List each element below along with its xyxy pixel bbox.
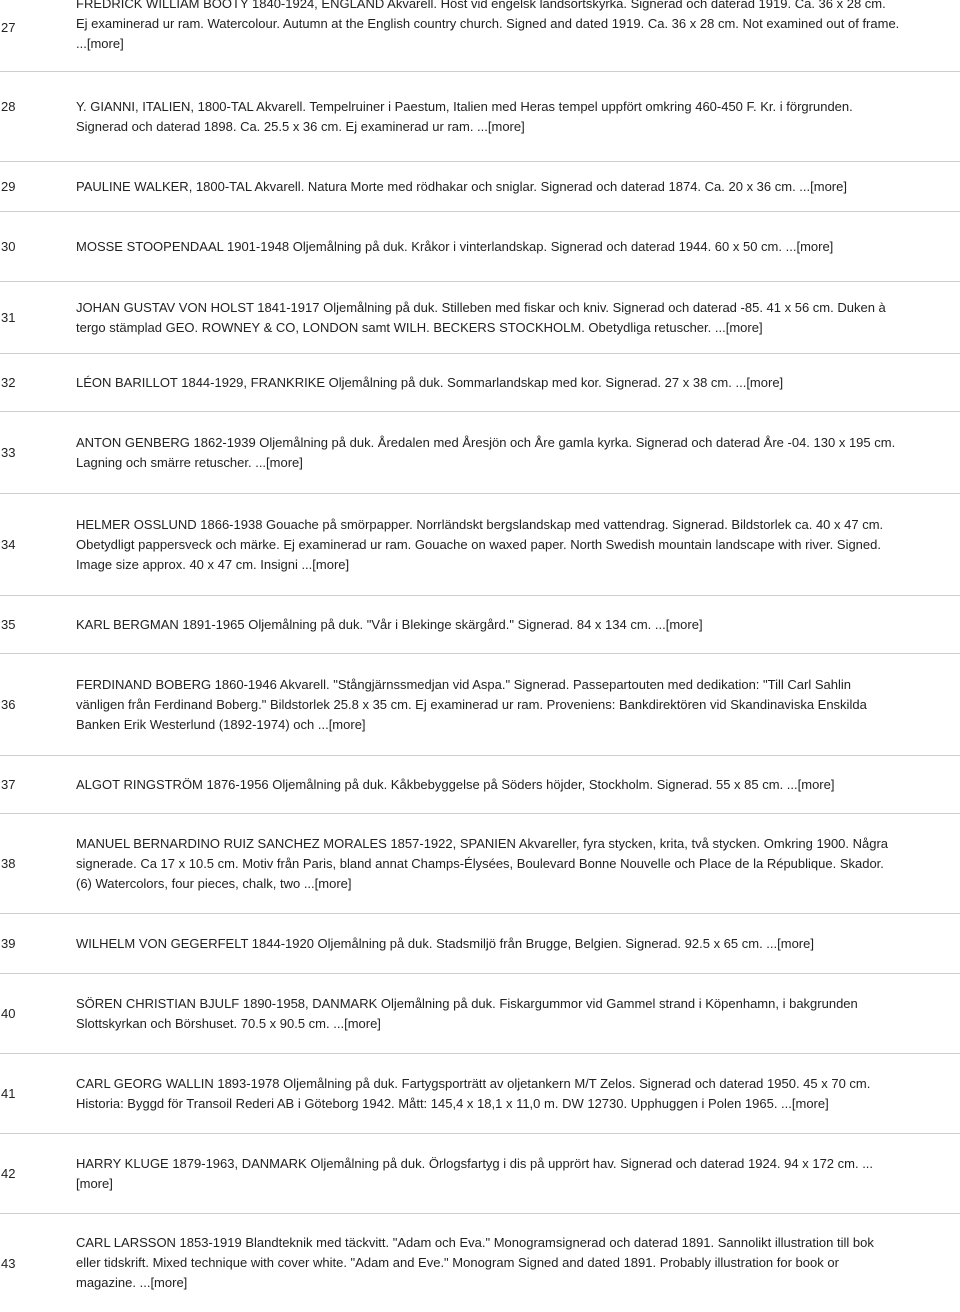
lot-description — [76, 1074, 960, 1114]
lot-description — [76, 1154, 960, 1194]
lot-number: 29 — [1, 179, 16, 194]
lot-description-text: HELMER OSSLUND 1866-1938 Gouache på smörpapper. Norrländskt bergslandskap med vattendrag. Signerad. Bildstorlek ca. 40 x 47 cm. Obetydligt pappersveck och märke. Ej examinerad ur ram. Gouache on waxed paper. North Swedish mountain landscape with river. Signed. Image size approx. 40 x 47 cm. Insigni ... — [76, 516, 884, 572]
lot-description-text: Y. GIANNI, ITALIEN, 1800-TAL Akvarell. Tempelruiner i Paestum, Italien med Heras tempel uppfört omkring 460-450 F. Kr. i förgrunden. Signerad och daterad 1898. Ca. 25.5 x 36 cm. Ej examinerad ur ram. ... — [76, 98, 853, 134]
lot-row — [0, 412, 960, 494]
more-link[interactable]: [more] — [777, 935, 814, 951]
lot-row — [0, 162, 960, 212]
lot-description-text: SÖREN CHRISTIAN BJULF 1890-1958, DANMARK Oljemålning på duk. Fiskargummor vid Gammel strand i Köpenhamn, i bakgrunden Slottskyrkan och Börshuset. 70.5 x 90.5 cm. ... — [76, 995, 858, 1031]
lot-description-text: FREDRICK WILLIAM BOOTY 1840-1924, ENGLAND Akvarell. Höst vid engelsk landsortskyrka. Signerad och daterad 1919. Ca. 36 x 28 cm. Ej examinerad ur ram. Watercolour. Autumn at the English country church. Signed and dated 1919. Ca. 36 x 28 cm. Not examined out of frame. ... — [76, 0, 900, 51]
lot-number: 27 — [1, 20, 16, 35]
lot-description — [76, 0, 960, 54]
more-link[interactable]: [more] — [314, 875, 352, 891]
lot-description-text: ALGOT RINGSTRÖM 1876-1956 Oljemålning på duk. Kåkbebyggelse på Söders höjder, Stockholm. Signerad. 55 x 85 cm. ... — [76, 776, 798, 792]
lot-number: 42 — [1, 1166, 16, 1181]
more-link[interactable]: [more] — [665, 616, 703, 632]
more-link[interactable]: [more] — [266, 454, 303, 470]
lot-number: 32 — [1, 375, 16, 390]
lot-row — [0, 596, 960, 654]
lot-description-text: PAULINE WALKER, 1800-TAL Akvarell. Natura Morte med rödhakar och sniglar. Signerad och daterad 1874. Ca. 20 x 36 cm. ... — [76, 178, 811, 194]
lot-description — [76, 994, 960, 1034]
more-link[interactable]: [more] — [791, 1095, 829, 1111]
lot-description-text: MANUEL BERNARDINO RUIZ SANCHEZ MORALES 1857-1922, SPANIEN Akvareller, fyra stycken, krita, två stycken. Omkring 1900. Några signerade. Ca 17 x 10.5 cm. Motiv från Paris, bland annat Champs-Élysées, Boulevard Bonne Nouvelle och Place de la République. Skador. (6) Watercolors, four pieces, chalk, two ... — [76, 835, 889, 891]
lot-number: 39 — [1, 936, 16, 951]
lot-description-text: ANTON GENBERG 1862-1939 Oljemålning på duk. Åredalen med Åresjön och Åre gamla kyrka. Signerad och daterad Åre -04. 130 x 195 cm. Lagning och smärre retuscher. ... — [76, 434, 896, 470]
lot-description-text: KARL BERGMAN 1891-1965 Oljemålning på duk. "Vår i Blekinge skärgård." Signerad. 84 x 134 cm. ... — [76, 616, 666, 632]
more-link[interactable]: [more] — [344, 1015, 381, 1031]
lot-description — [76, 515, 960, 575]
lot-description — [76, 775, 960, 795]
lot-description — [76, 433, 960, 473]
lot-row — [0, 1134, 960, 1214]
lot-description-text: JOHAN GUSTAV VON HOLST 1841-1917 Oljemålning på duk. Stilleben med fiskar och kniv. Signerad och daterad -85. 41 x 56 cm. Duken à tergo stämplad GEO. ROWNEY & CO, LONDON samt WILH. BECKERS STOCKHOLM. Obetydliga retuscher. ... — [76, 299, 886, 335]
lot-row — [0, 0, 960, 72]
lot-number: 43 — [1, 1255, 16, 1271]
more-link[interactable]: [more] — [810, 178, 847, 194]
lot-row — [0, 1214, 960, 1312]
lot-number: 34 — [1, 537, 16, 552]
lot-description-text: MOSSE STOOPENDAAL 1901-1948 Oljemålning på duk. Kråkor i vinterlandskap. Signerad och daterad 1944. 60 x 50 cm. ... — [76, 238, 797, 254]
lot-row — [0, 756, 960, 814]
more-link[interactable]: [more] — [725, 319, 763, 335]
lot-description-text: WILHELM VON GEGERFELT 1844-1920 Oljemålning på duk. Stadsmiljö från Brugge, Belgien. Signerad. 92.5 x 65 cm. ... — [76, 935, 778, 951]
lot-row — [0, 494, 960, 596]
more-link[interactable]: [more] — [76, 1175, 113, 1191]
lot-description — [76, 934, 960, 954]
lot-description-text: FERDINAND BOBERG 1860-1946 Akvarell. "Stångjärnssmedjan vid Aspa." Signerad. Passepartouten med dedikation: "Till Carl Sahlin vänligen från Ferdinand Boberg." Bildstorlek 25.8 x 35 cm. Ej examinerad ur ram. Proveniens: Bankdirektören vid Skandinaviska Enskilda Banken Erik Westerlund (1892-1974) och ... — [76, 676, 867, 732]
lot-row — [0, 654, 960, 756]
more-link[interactable]: [more] — [487, 118, 525, 134]
lot-number: 28 — [1, 99, 16, 114]
lot-description — [76, 177, 960, 197]
lot-row — [0, 354, 960, 412]
lot-row — [0, 72, 960, 162]
more-link[interactable]: [more] — [86, 36, 124, 51]
more-link[interactable]: [more] — [797, 776, 835, 792]
lot-row — [0, 974, 960, 1054]
lot-number: 30 — [1, 239, 16, 254]
lot-number: 40 — [1, 1006, 16, 1021]
lot-description — [76, 237, 960, 257]
lot-row — [0, 914, 960, 974]
lot-number: 36 — [1, 697, 16, 712]
more-link[interactable]: [more] — [328, 716, 366, 732]
lot-number: 37 — [1, 777, 16, 792]
lot-description — [76, 373, 960, 393]
lot-row — [0, 212, 960, 282]
lot-number: 41 — [1, 1086, 16, 1101]
lot-description — [76, 834, 960, 894]
lot-description — [76, 97, 960, 137]
lot-description-text: CARL LARSSON 1853-1919 Blandteknik med täckvitt. "Adam och Eva." Monogramsignerad och daterad 1891. Sannolikt illustration till bok eller tidskrift. Mixed technique with cover white. "Adam and Eve." Monogram Signed and dated 1891. Probably illustration for book or magazine. ... — [76, 1235, 874, 1290]
lot-number: 33 — [1, 445, 16, 460]
lot-description — [76, 298, 960, 338]
more-link[interactable]: [more] — [796, 238, 834, 254]
lot-description-text: HARRY KLUGE 1879-1963, DANMARK Oljemålning på duk. Örlogsfartyg i dis på upprört hav. Signerad och daterad 1924. 94 x 172 cm. ... — [76, 1155, 874, 1171]
lot-row — [0, 814, 960, 914]
lot-description-text: CARL GEORG WALLIN 1893-1978 Oljemålning på duk. Fartygsporträtt av oljetankern M/T Zelos. Signerad och daterad 1950. 45 x 70 cm. Historia: Byggd för Transoil Rederi AB i Göteborg 1942. Mått: 145,4 x 18,1 x 11,0 m. DW 12730. Upphuggen i Polen 1965. ... — [76, 1075, 871, 1111]
lot-description-text: LÉON BARILLOT 1844-1929, FRANKRIKE Oljemålning på duk. Sommarlandskap med kor. Signerad. 27 x 38 cm. ... — [76, 374, 747, 390]
more-link[interactable]: [more] — [312, 556, 350, 572]
more-link[interactable]: [more] — [746, 374, 784, 390]
lot-description — [76, 675, 960, 735]
lot-number: 31 — [1, 310, 16, 325]
lot-description — [76, 615, 960, 635]
more-link[interactable]: [more] — [150, 1275, 188, 1290]
lot-row — [0, 282, 960, 354]
lot-number: 38 — [1, 856, 16, 871]
lot-number: 35 — [1, 617, 16, 632]
lot-description — [76, 1233, 960, 1293]
lot-row — [0, 1054, 960, 1134]
